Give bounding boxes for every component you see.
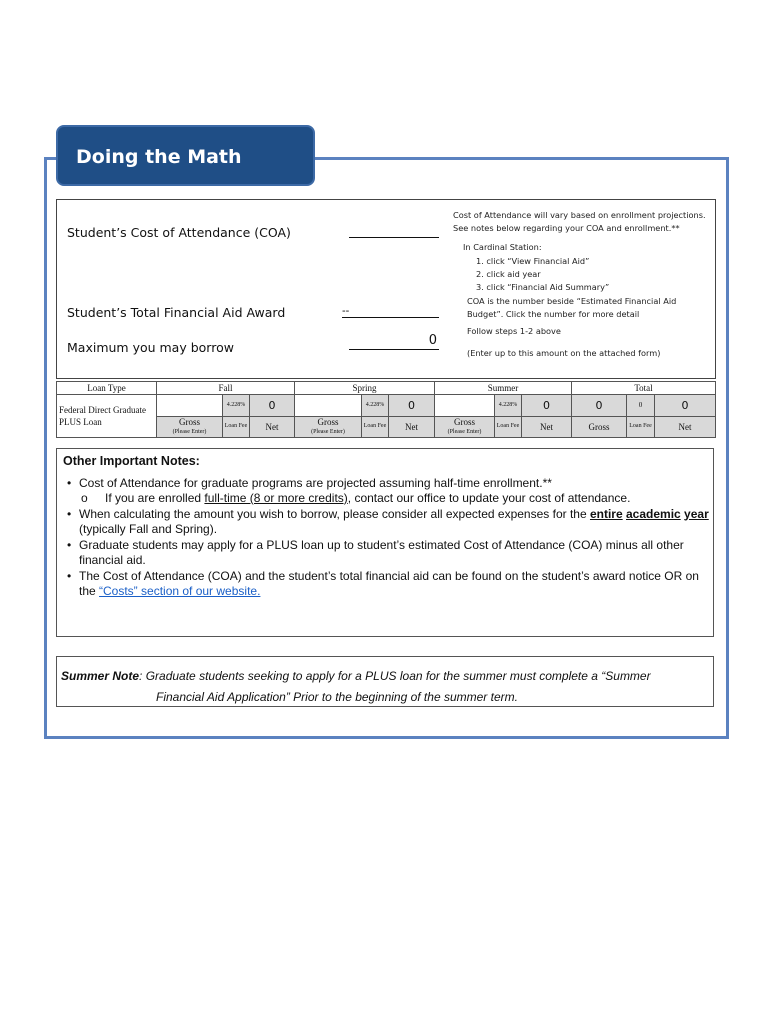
max-value: 0 [428, 333, 437, 348]
total-gross: 0 [572, 395, 627, 416]
fall-header: Fall [157, 382, 295, 395]
total-fee: 0 [627, 395, 655, 416]
summer-header: Summer [435, 382, 572, 395]
fall-gross-input[interactable] [157, 395, 223, 416]
summer-fee-label: Loan Fee [495, 416, 522, 437]
total-fee-label: Loan Fee [627, 416, 655, 437]
aid-prefix: -- [342, 305, 350, 317]
aid-label: Student’s Total Financial Aid Award [67, 305, 286, 320]
cardinal-note: In Cardinal Station: [463, 242, 542, 252]
fall-fee-rate: 4.228% [223, 395, 250, 416]
spring-gross-input[interactable] [295, 395, 362, 416]
summer-net: 0 [522, 395, 572, 416]
fall-fee-label: Loan Fee [223, 416, 250, 437]
spring-fee-label: Loan Fee [362, 416, 389, 437]
summer-note [56, 656, 714, 707]
loan-table [56, 381, 716, 438]
total-header: Total [572, 382, 716, 395]
section-title: Doing the Math [56, 125, 315, 186]
note-item-4: • The Cost of Attendance (COA) and the student’s total financial aid can be found on the student’s award notice OR on the “Costs” section of our website. [67, 568, 699, 598]
note-item-1-sub: o If you are enrolled full-time (8 or more credits), contact our office to update your cost of attendance. [81, 491, 631, 505]
step-1: 1. click “View Financial Aid” [476, 256, 590, 266]
important-notes [56, 448, 714, 637]
coa-is-note: COA is the number beside “Estimated Financial Aid Budget”. Click the number for more detail [467, 296, 677, 319]
math-box [56, 199, 716, 379]
total-gross-label: Gross [572, 416, 627, 437]
spring-net: 0 [389, 395, 435, 416]
summer-note-label: Summer Note [61, 669, 140, 683]
note-item-3: • Graduate students may apply for a PLUS loan up to student’s estimated Cost of Attendance (COA) minus all other financial aid. [67, 537, 684, 567]
summer-fee-rate: 4.228% [495, 395, 522, 416]
max-field [349, 333, 439, 350]
coa-field[interactable] [349, 224, 439, 238]
step-2: 2. click aid year [476, 269, 541, 279]
coa-label: Student’s Cost of Attendance (COA) [67, 225, 291, 240]
step-3: 3. click “Financial Aid Summary” [476, 282, 610, 292]
enter-note: (Enter up to this amount on the attached form) [467, 348, 661, 358]
costs-link[interactable]: “Costs” section of our website. [99, 584, 261, 598]
follow-note: Follow steps 1-2 above [467, 326, 561, 336]
fall-net: 0 [250, 395, 295, 416]
loan-name: Federal Direct Graduate PLUS Loan [57, 395, 157, 438]
aid-field[interactable] [342, 304, 439, 318]
summer-net-label: Net [522, 416, 572, 437]
fall-gross-label: Gross (Please Enter) [157, 416, 223, 437]
coa-note: Cost of Attendance will vary based on enrollment projections. See notes below regarding your COA and enrollment.** [453, 210, 706, 233]
fall-net-label: Net [250, 416, 295, 437]
spring-fee-rate: 4.228% [362, 395, 389, 416]
note-item-1: • Cost of Attendance for graduate programs are projected assuming half-time enrollment.** o If you are enrolled full-time (8 or more credits), contact our office to update your cost of attendance. [79, 476, 713, 507]
spring-net-label: Net [389, 416, 435, 437]
notes-heading: Other Important Notes: [63, 454, 200, 468]
spring-gross-label: Gross (Please Enter) [295, 416, 362, 437]
summer-note-text-2: Financial Aid Application” Prior to the beginning of the summer term. [156, 690, 518, 704]
total-net-label: Net [655, 416, 716, 437]
summer-note-text-1: : Graduate students seeking to apply for a PLUS loan for the summer must complete a “Summer [139, 669, 651, 683]
max-label: Maximum you may borrow [67, 340, 234, 355]
total-net: 0 [655, 395, 716, 416]
spring-header: Spring [295, 382, 435, 395]
summer-gross-label: Gross (Please Enter) [435, 416, 495, 437]
loan-type-header: Loan Type [57, 382, 157, 395]
summer-gross-input[interactable] [435, 395, 495, 416]
note-item-2: • When calculating the amount you wish to borrow, please consider all expected expenses for the entire academic year (typically Fall and Spring). [67, 506, 709, 536]
